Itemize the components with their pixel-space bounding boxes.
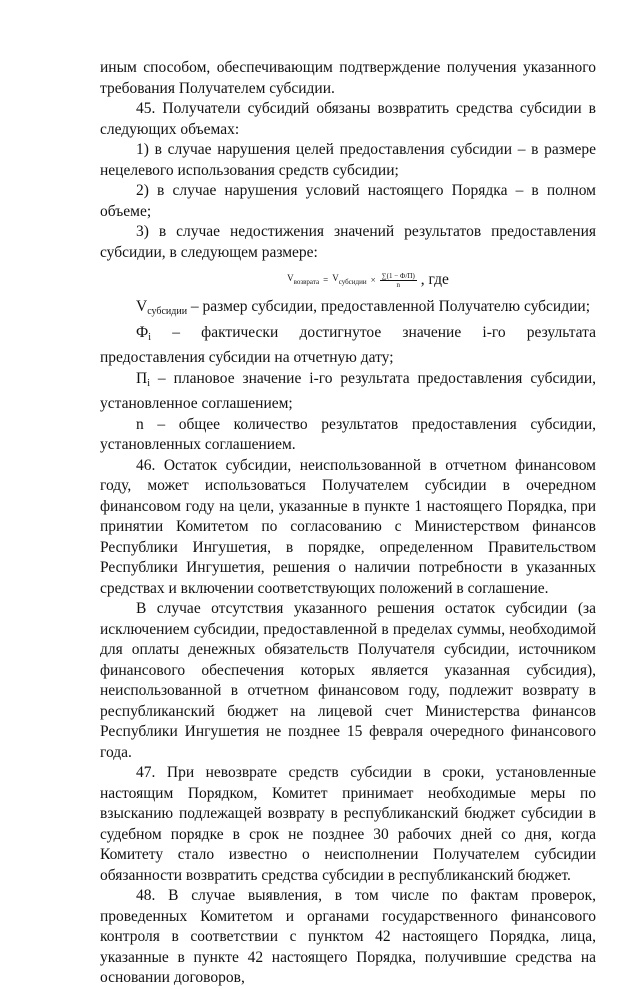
paragraph-45: 45. Получатели субсидий обязаны возвратить средства субсидии в следующих объемах:: [100, 100, 596, 138]
formula-fraction: [380, 272, 417, 289]
paragraph-47: 47. При невозврате средств субсидии в сроки, установленные настоящим Порядком, Комитет принимает необходимые меры по взысканию подлежащей возврату в республиканский бюджет субсидии в судебном порядке в срок не позднее 30 рабочих дней со дня, когда Комитету стало известно о неисполнении Получателем субсидии обязанности возвратить средства субсидии в республиканский бюджет.: [100, 764, 596, 884]
document-page: [100, 58, 596, 989]
formula-tail: , где: [420, 270, 449, 288]
paragraph-45-item-1: 1) в случае нарушения целей предоставления субсидии – в размере нецелевого использования средств субсидии;: [100, 141, 596, 179]
definition-p: $П_i$ – плановое значение i-го результата предоставления субсидии, установленное соглашением;: [100, 369, 596, 412]
formula-subsidy: $V_{субсидии}$: [332, 272, 367, 286]
paragraph-45-item-2: 2) в случае нарушения условий настоящего Порядка – в полном объеме;: [100, 182, 596, 220]
definition-n: n – общее количество результатов предоставления субсидии, установленных соглашением.: [100, 415, 596, 453]
formula-equals: =: [323, 274, 329, 285]
paragraph-continuation: иным способом, обеспечивающим подтверждение получения указанного требования Получателем субсидии.: [100, 59, 596, 97]
refund-formula: [100, 263, 596, 297]
formula-left: $V_{возврата}$: [287, 272, 320, 286]
paragraph-46: 46. Остаток субсидии, неиспользованной в отчетном финансовом году, может использоваться Получателем субсидии в очередном финансовом году на цели, указанные в пункте 1 настоящего Порядка, при принятии Комитетом по согласованию с Министерством финансов Республики Ингушетия, в порядке, определенном Правительством Республики Ингушетия, решения о наличии потребности в указанных средствах и включении соответствующих положений в соглашение.: [100, 456, 596, 597]
definition-v: $V_{субсидии}$ – размер субсидии, предоставленной Получателю субсидии;: [136, 298, 591, 317]
paragraph-45-item-3: 3) в случае недостижения значений результатов предоставления субсидии, в следующем размере:: [100, 223, 596, 261]
formula-numerator: ∑(1 − Ф/П): [381, 271, 415, 280]
formula-times: ×: [370, 274, 376, 285]
paragraph-48: 48. В случае выявления, в том числе по фактам проверок, проведенных Комитетом и органами государственного финансового контроля в соответствии с пунктом 42 настоящего Порядка, лица, указанные в пункте 42 настоящего Порядка, получившие средства на основании договоров,: [100, 887, 596, 986]
formula-denominator: n: [396, 280, 400, 289]
definition-f: $Ф_i$ – фактически достигнутое значение i-го результата предоставления субсидии на отчетную дату;: [100, 323, 596, 366]
paragraph-46-continued: В случае отсутствия указанного решения остаток субсидии (за исключением субсидии, предоставленной в пределах суммы, необходимой для оплаты денежных обязательств Получателя субсидии, источником финансового обеспечения которых является указанная субсидия), неиспользованной в отчетном финансовом году, подлежит возврату в республиканский бюджет на лицевой счет Министерства финансов Республики Ингушетия не позднее 15 февраля очередного финансового года.: [100, 600, 596, 761]
